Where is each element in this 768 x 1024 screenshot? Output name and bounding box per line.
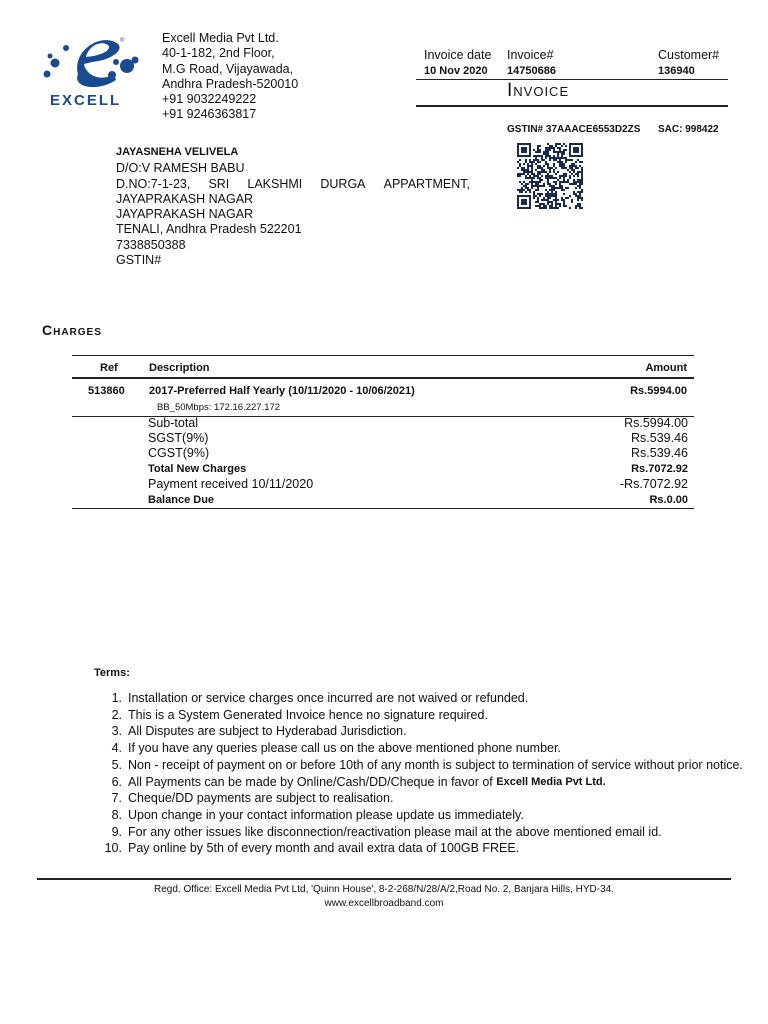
terms-number: 8. — [111, 807, 122, 822]
terms-item — [92, 840, 743, 857]
company-name: Excell Media Pvt Ltd. — [162, 31, 279, 45]
logo-text: EXCELL — [50, 92, 122, 109]
summary-amount: Rs.0.00 — [649, 493, 688, 506]
summary-amount: Rs.7072.92 — [631, 463, 688, 476]
customer-gstin: GSTIN# — [116, 253, 162, 268]
qr-code — [517, 143, 585, 213]
terms-number: 6. — [111, 774, 122, 789]
terms-number: 10. — [104, 841, 122, 856]
address-word: LAKSHMI — [247, 176, 303, 191]
item-description: 2017-Preferred Half Yearly (10/11/2020 - 10/06/2021) — [149, 385, 415, 397]
charges-heading-text: Charges — [42, 322, 102, 338]
terms-number: 9. — [111, 824, 122, 839]
customer-line: JAYAPRAKASH NAGAR — [116, 207, 254, 222]
header-rule-bottom — [416, 105, 728, 107]
summary-row — [148, 431, 688, 446]
company-phone: +91 9246363817 — [162, 107, 257, 122]
summary-label: Balance Due — [148, 493, 215, 506]
summary-row — [148, 462, 688, 477]
address-word: DURGA — [320, 176, 366, 191]
company-gstin: GSTIN# 37AAACE6553D2ZS — [507, 124, 641, 135]
customer-line: D/O:V RAMESH BABU — [116, 161, 245, 176]
terms-item — [92, 723, 743, 740]
invoice-date-value: 10 Nov 2020 — [424, 65, 488, 77]
terms-text: For any other issues like disconnection/reactivation please mail at the above mentioned email id. — [128, 824, 662, 839]
item-amount: Rs.5994.00 — [630, 385, 687, 397]
column-header-description: Description — [149, 362, 210, 374]
sac-code: SAC: 998422 — [658, 124, 719, 135]
terms-item — [92, 774, 743, 791]
terms-number: 7. — [111, 791, 122, 806]
summary-row — [148, 492, 688, 507]
company-phone: +91 9032249222 — [162, 92, 257, 107]
invoice-title — [507, 80, 569, 102]
terms-text: Non - receipt of payment on or before 10th of any month is subject to termination of service without prior notice. — [128, 757, 743, 772]
summary-row — [148, 446, 688, 461]
terms-number: 1. — [111, 691, 122, 705]
website-link[interactable]: www.excellbroadband.com — [324, 898, 444, 909]
invoice-number-value: 14750686 — [507, 65, 556, 77]
customer-address — [116, 145, 470, 268]
terms-item — [92, 807, 743, 824]
svg-text:®: ® — [120, 38, 125, 44]
terms-payee: Excell Media Pvt Ltd. — [496, 775, 606, 788]
customer-phone: 7338850388 — [116, 237, 186, 252]
invoice-title-text: Invoice — [507, 80, 570, 101]
terms-item — [92, 740, 743, 757]
column-header-amount: Amount — [645, 362, 687, 374]
terms-number: 4. — [111, 741, 122, 756]
terms-text: If you have any queries please call us on the above mentioned phone number. — [128, 741, 561, 756]
customer-number-value: 136940 — [658, 65, 695, 77]
summary-amount: Rs.539.46 — [631, 431, 688, 446]
summary-label: Sub-total — [148, 416, 199, 430]
terms-list — [92, 690, 743, 857]
customer-line: TENALI, Andhra Pradesh 522201 — [116, 222, 302, 237]
summary-label: CGST(9%) — [148, 446, 210, 461]
company-address — [162, 31, 298, 123]
terms-number: 2. — [111, 707, 122, 722]
summary-amount: Rs.539.46 — [631, 446, 688, 461]
address-word: APPARTMENT, — [383, 176, 470, 191]
table-rule-top — [72, 355, 694, 356]
terms-item — [92, 690, 743, 707]
company-address-line: M.G Road, Vijayawada, — [162, 61, 294, 76]
footer-rule — [37, 878, 731, 880]
column-header-ref: Ref — [100, 362, 118, 374]
item-detail: BB_50Mbps: 172.16.227.172 — [157, 402, 281, 413]
terms-text: This is a System Generated Invoice hence no signature required. — [128, 707, 488, 722]
terms-text: All Disputes are subject to Hyderabad Jurisdiction. — [128, 724, 407, 739]
terms-text: Pay online by 5th of every month and avail extra data of 100GB FREE. — [128, 841, 520, 856]
company-address-line: Andhra Pradesh-520010 — [162, 76, 299, 91]
customer-name: JAYASNEHA VELIVELA — [116, 146, 239, 158]
terms-heading: Terms: — [94, 667, 130, 679]
terms-item — [92, 824, 743, 841]
summary-row — [148, 416, 688, 431]
summary-label: Total New Charges — [148, 463, 247, 476]
terms-text: Cheque/DD payments are subject to realisation. — [128, 791, 394, 806]
qr-code-icon — [517, 143, 585, 213]
terms-text: Upon change in your contact information please update us immediately. — [128, 807, 524, 822]
summary-amount: Rs.5994.00 — [624, 416, 688, 430]
terms-text: All Payments can be made by Online/Cash/DD/Cheque in favor of — [128, 774, 493, 789]
summary-amount: -Rs.7072.92 — [619, 476, 688, 491]
summary-row — [148, 477, 688, 492]
address-word: SRI — [208, 176, 230, 191]
table-rule-bottom — [72, 508, 694, 509]
terms-number: 5. — [111, 757, 122, 772]
summary-block — [148, 416, 688, 507]
invoice-number-label: Invoice# — [507, 48, 554, 62]
address-word: D.NO:7-1-23, — [116, 176, 191, 191]
registered-office: Regd. Office: Excell Media Pvt Ltd, 'Quinn House', 8-2-268/N/28/A/2,Road No. 2, Banjara Hills, HYD-34. — [154, 884, 614, 895]
table-rule-header — [72, 377, 694, 379]
customer-address-line — [116, 177, 470, 192]
company-address-line: 40-1-182, 2nd Floor, — [162, 46, 275, 61]
company-logo — [42, 30, 142, 110]
terms-text: Installation or service charges once incurred are not waived or refunded. — [128, 691, 529, 705]
header-rule-top — [416, 79, 728, 80]
summary-label: Payment received 10/11/2020 — [148, 476, 314, 491]
charges-heading — [42, 322, 102, 338]
invoice-date-label: Invoice date — [424, 48, 492, 62]
customer-line: JAYAPRAKASH NAGAR — [116, 191, 254, 206]
item-ref: 513860 — [88, 385, 125, 397]
summary-label: SGST(9%) — [148, 431, 209, 446]
terms-item — [92, 757, 743, 774]
terms-item — [92, 707, 743, 724]
terms-item — [92, 790, 743, 807]
terms-number: 3. — [111, 724, 122, 739]
customer-number-label: Customer# — [658, 48, 720, 62]
